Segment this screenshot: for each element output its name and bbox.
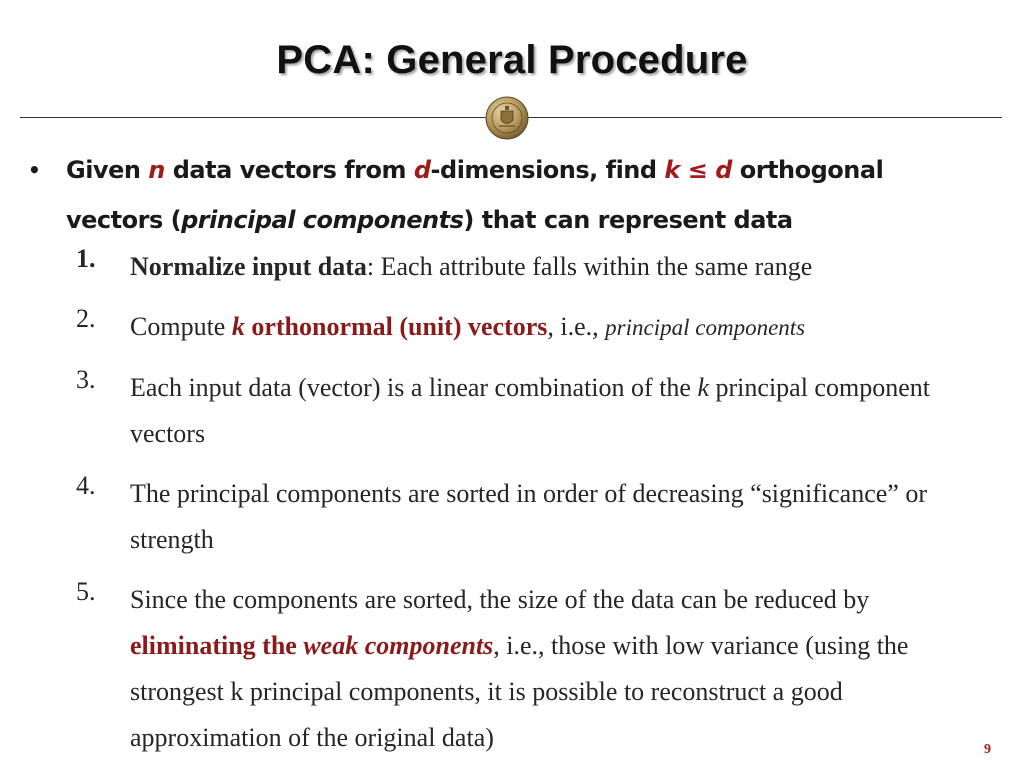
list-item: 3. Each input data (vector) is a linear combination of the k principal component vectors xyxy=(76,365,930,448)
slide-title: PCA: General Procedure xyxy=(276,38,748,82)
bullet-dot: • xyxy=(28,158,41,182)
list-item: 5. Since the components are sorted, the size of the data can be reduced by eliminating the weak components, i.e., those with low variance (using the strongest k principal components, it is possible to reconstruct a good approximation of the original data) xyxy=(76,577,909,752)
page-number: 9 xyxy=(984,742,991,757)
principal-components-term: principal components xyxy=(181,206,464,234)
university-seal-icon xyxy=(485,96,529,140)
main-bullet-text: Given n data vectors from d-dimensions, find k ≤ d orthogonal vectors (principal components) that can represent data xyxy=(66,156,884,234)
list-item: 2. Compute k orthonormal (unit) vectors, i.e., principal components xyxy=(76,304,806,341)
var-d: d xyxy=(413,156,431,184)
var-n: n xyxy=(148,156,165,184)
procedure-steps xyxy=(76,244,996,775)
list-item: 4. The principal components are sorted in order of decreasing “significance” or strength xyxy=(76,471,927,554)
list-item: 1. Normalize input data: Each attribute falls within the same range xyxy=(76,244,813,281)
k-le-d: k ≤ d xyxy=(664,156,732,184)
